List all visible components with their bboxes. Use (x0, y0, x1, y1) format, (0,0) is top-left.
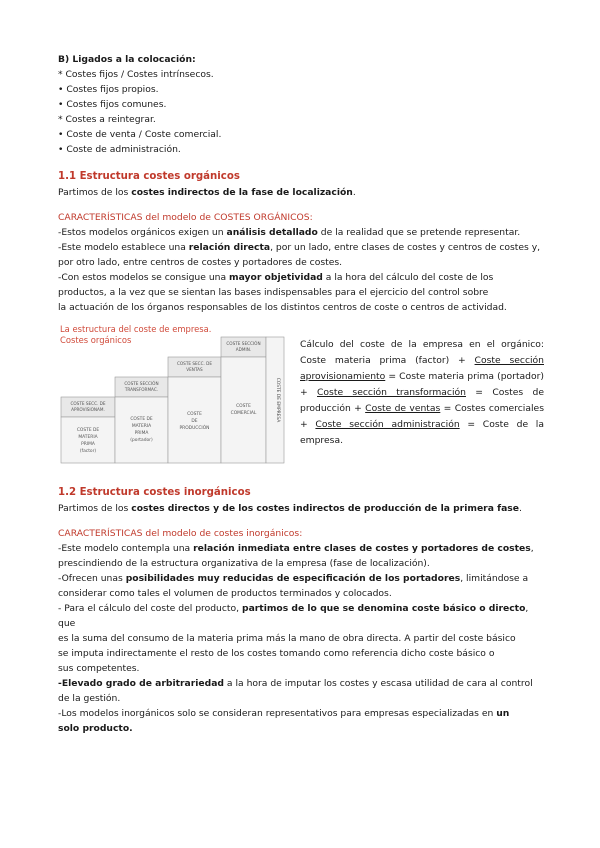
paragraph: -Elevado grado de arbitrariedad a la hora de imputar los costes y escasa utilidad de cara al control (58, 678, 533, 689)
box-empresa-label: COSTE DE EMPRESA (275, 377, 280, 423)
box-comercial (221, 357, 266, 463)
box-materia-prima-portador (115, 397, 168, 463)
box-mp-portador-label: (portador) (130, 438, 153, 443)
diagram-title-line-2: Costes orgánicos (60, 335, 132, 345)
paragraph: de la gestión. (58, 693, 121, 704)
box-ventas-label: COSTE SECC. DE (176, 361, 213, 366)
box-mp-portador-label: PRIMA (134, 431, 149, 436)
diagram-title-line-1: La estructura del coste de empresa. (60, 324, 212, 334)
paragraph: -Con estos modelos se consigue una mayor objetividad a la hora del cálculo del coste de los (58, 272, 494, 283)
paragraph: sus competentes. (58, 663, 140, 674)
paragraph: -Estos modelos orgánicos exigen un análisis detallado de la realidad que se pretende representar. (58, 227, 521, 238)
box-aprovisionamiento-label: APROVISIONAM. (71, 407, 105, 412)
box-transformacion-label: COSTE SECCIÓN (124, 381, 159, 386)
box-mp-factor-label: MATERIA (78, 435, 98, 440)
paragraph: solo producto. (58, 723, 133, 734)
box-ventas-label: VENTAS (186, 367, 203, 372)
cost-structure-diagram (58, 323, 288, 465)
figure-row (58, 323, 544, 473)
paragraph: -Este modelo contempla una relación inmediata entre clases de costes y portadores de costes, (58, 543, 534, 554)
document-page (58, 52, 544, 736)
paragraph: es la suma del consumo de la materia prima más la mano de obra directa. A partir del coste básico (58, 633, 516, 644)
box-admin-label: ADMIN. (235, 347, 252, 352)
paragraph: la actuación de los órganos responsables de los distintos centros de coste o centros de actividad. (58, 302, 507, 313)
box-mp-factor-label: PRIMA (81, 442, 95, 447)
box-produccion-label: PRODUCCIÓN (179, 426, 210, 431)
box-mp-factor-label: COSTE DE (76, 428, 100, 433)
box-mp-portador-label: MATERIA (131, 424, 152, 429)
heading-b: B) Ligados a la colocación: (58, 54, 196, 65)
paragraph: prescindiendo de la estructura organizativa de la empresa (fase de localización). (58, 558, 430, 569)
paragraph: - Para el cálculo del coste del producto, partimos de lo que se denomina coste básico o directo, que (58, 603, 529, 629)
box-transformacion-label: TRANSFORMAC. (124, 387, 159, 392)
list-item: • Costes fijos comunes. (58, 99, 167, 110)
box-produccion-label: COSTE (187, 412, 202, 417)
section-2-title: 1.2 Estructura costes inorgánicos (58, 487, 251, 498)
box-comercial-label: COMERCIAL (230, 411, 257, 416)
paragraph: considerar como tales el volumen de productos terminados y colocados. (58, 588, 392, 599)
section-1-title: 1.1 Estructura costes orgánicos (58, 171, 240, 182)
paragraph: -Este modelo establece una relación directa, por un lado, entre clases de costes y centros de costes y, (58, 242, 541, 253)
box-mp-portador-label: COSTE DE (130, 417, 153, 422)
list-item: * Costes fijos / Costes intrínsecos. (58, 69, 214, 80)
section-1-intro: Partimos de los costes indirectos de la fase de localización. (58, 187, 356, 198)
box-empresa (266, 337, 284, 463)
box-produccion-label: DE (191, 419, 198, 424)
paragraph: -Los modelos inorgánicos solo se consideran representativos para empresas especializadas en un (58, 708, 510, 719)
box-comercial-label: COSTE (236, 404, 251, 409)
list-item: • Coste de administración. (58, 144, 181, 155)
paragraph: por otro lado, entre centros de costes y portadores de costes. (58, 257, 343, 268)
list-item: • Coste de venta / Coste comercial. (58, 129, 222, 140)
paragraph: se imputa indirectamente el resto de los costes tomando como referencia dicho coste básico o (58, 648, 495, 659)
paragraph: productos, a la vez que se sientan las bases indispensables para el ejercicio del control sobre (58, 287, 489, 298)
list-item: • Costes fijos propios. (58, 84, 159, 95)
box-aprovisionamiento-label: COSTE SECC. DE (70, 401, 106, 406)
list-item: * Costes a reintegrar. (58, 114, 156, 125)
section-2-intro: Partimos de los costes directos y de los costes indirectos de producción de la primera fase. (58, 503, 522, 514)
section-2-characteristics-title: CARACTERÍSTICAS del modelo de costes inorgánicos: (58, 528, 303, 539)
box-admin-label: COSTE SECCIÓN (226, 341, 261, 346)
cost-calculation-text: Cálculo del coste de la empresa en el orgánico: Coste materia prima (factor) + Coste sección aprovisionamiento = Coste materia prima (portador) + Coste sección transformación = Costes de producción + Coste de ventas = Costes comerciales + Coste sección administración = Coste de la empresa. (300, 339, 544, 446)
section-1-characteristics-title: CARACTERÍSTICAS del modelo de COSTES ORGÁNICOS: (58, 212, 313, 223)
paragraph: -Ofrecen unas posibilidades muy reducidas de especificación de los portadores, limitándose a (58, 573, 529, 584)
box-mp-factor-label: (factor) (79, 449, 97, 454)
box-materia-prima-factor (61, 417, 115, 463)
